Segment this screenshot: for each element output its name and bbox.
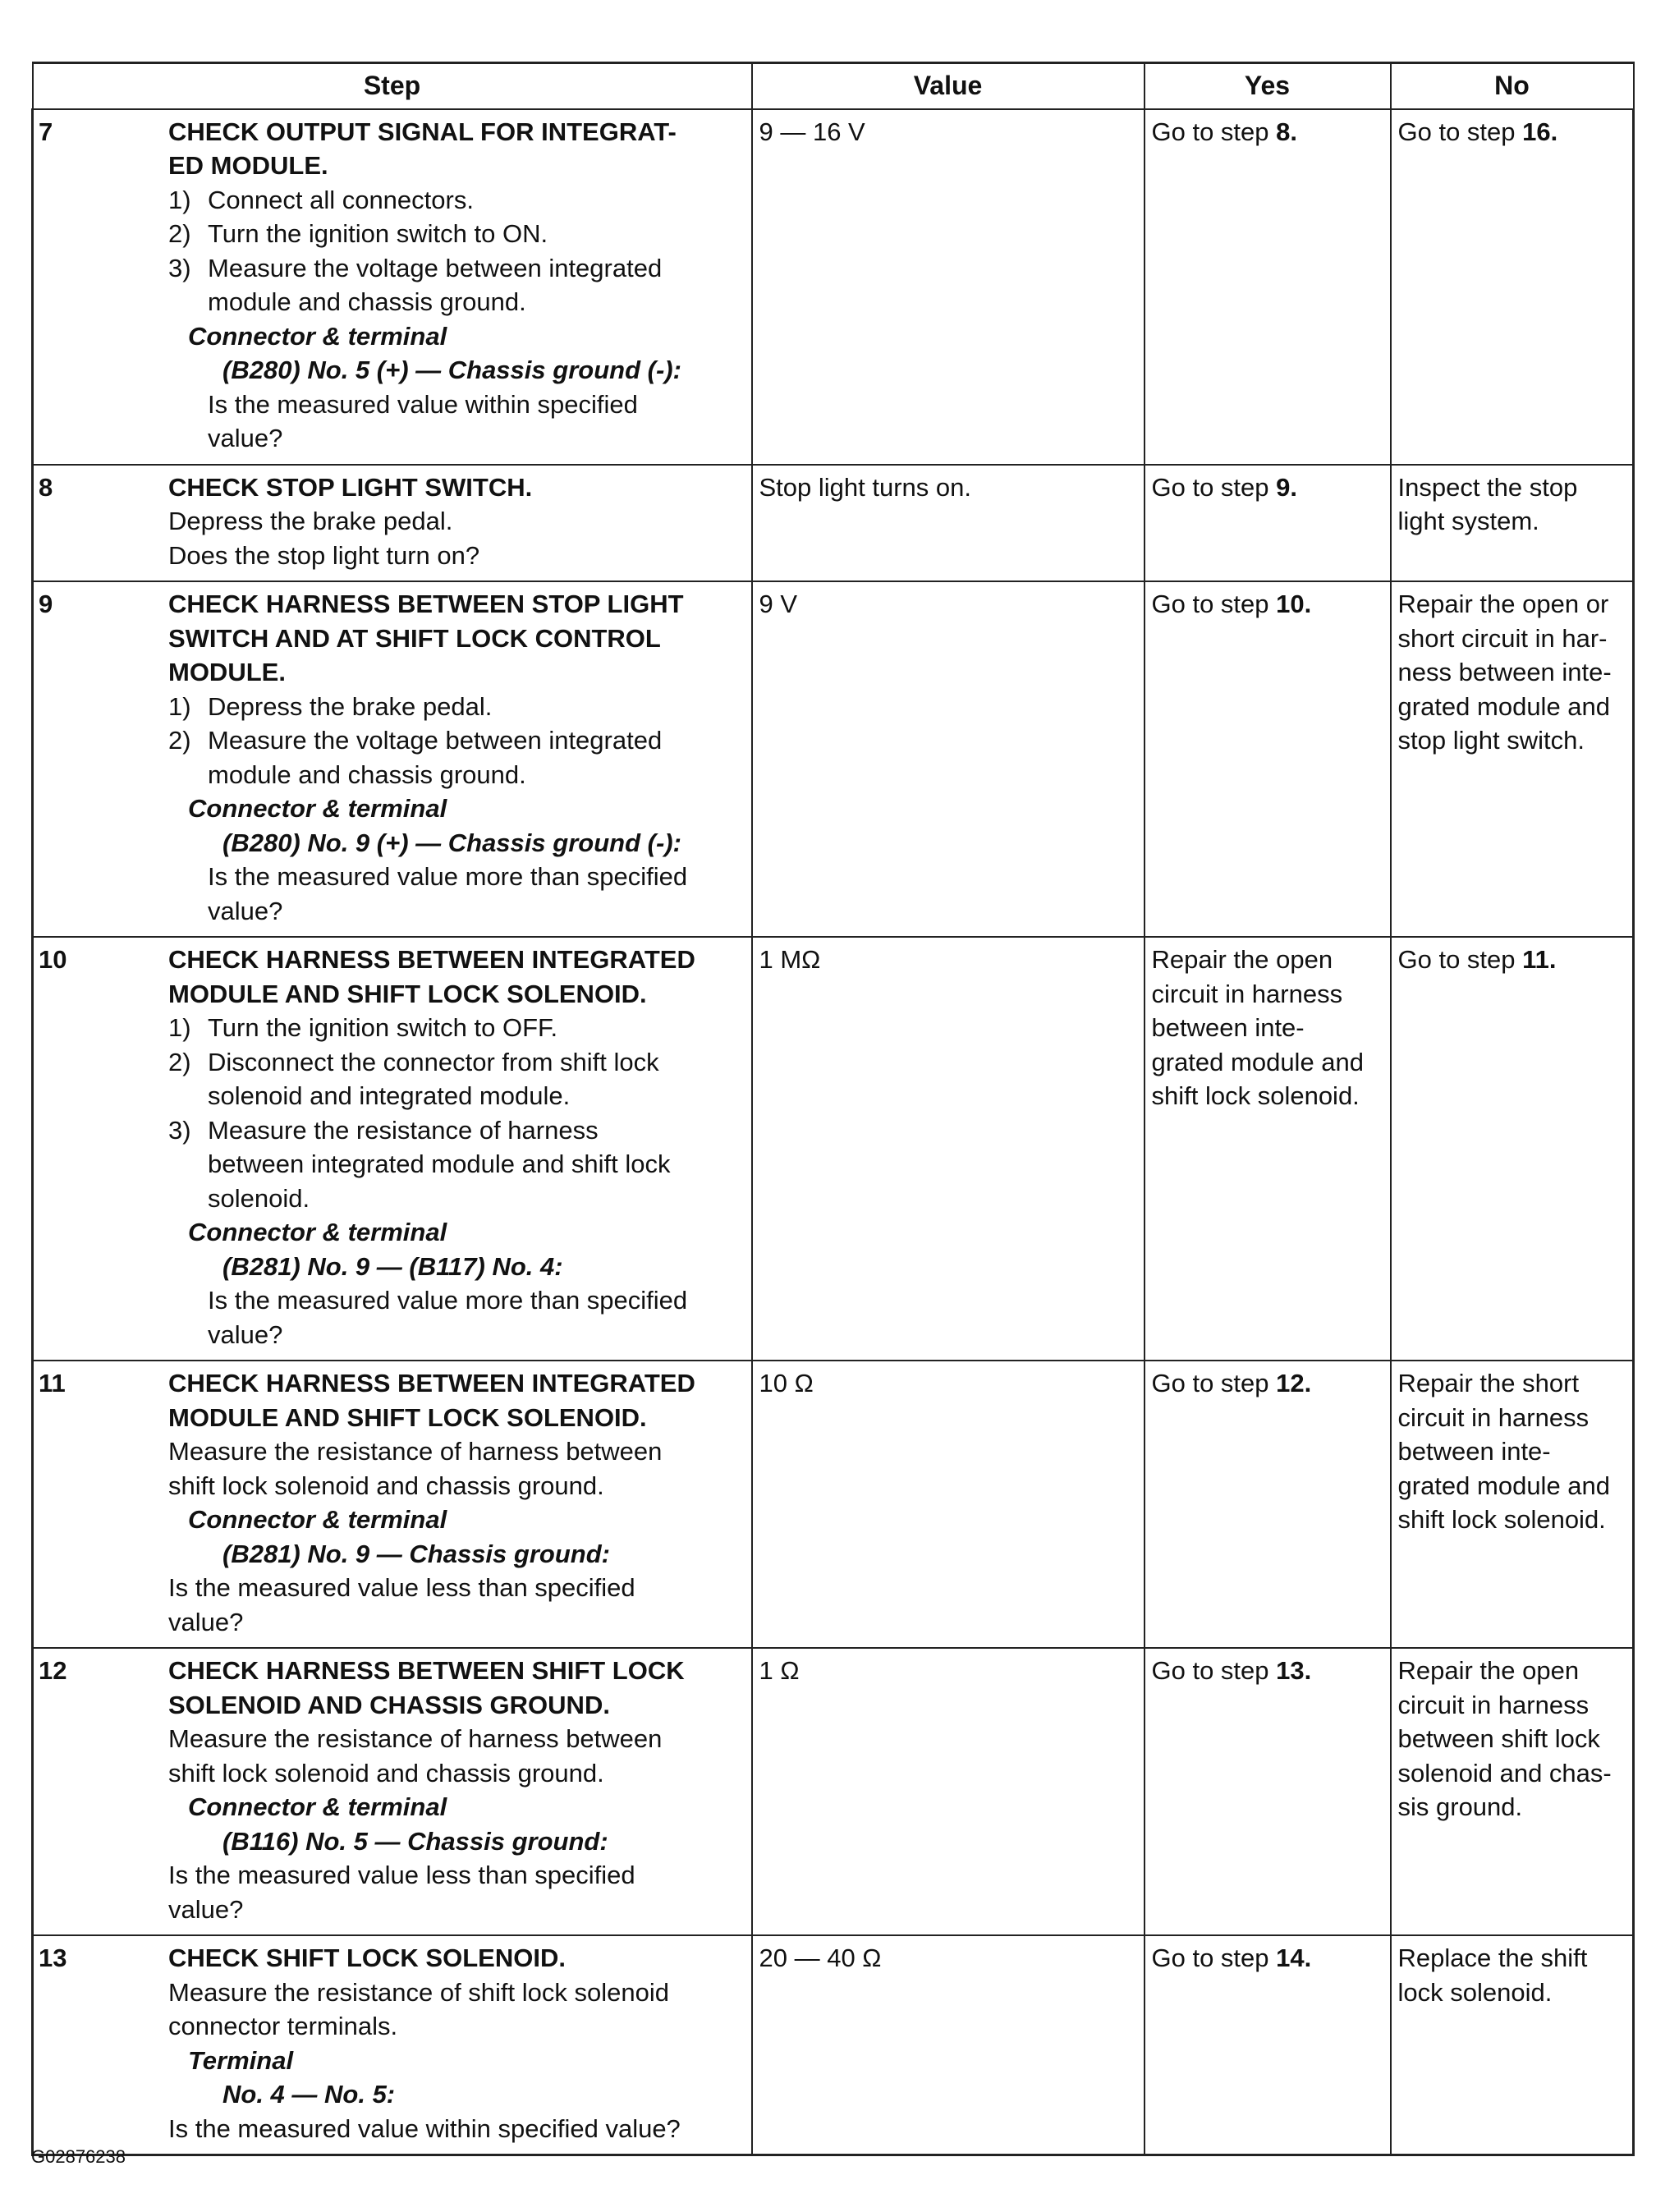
no-cell: Replace the shift lock solenoid.: [1391, 1935, 1634, 2155]
value-cell: 1 Ω: [752, 1648, 1145, 1935]
step-cell: [33, 937, 752, 1361]
header-value: Value: [752, 63, 1145, 109]
step-title: SWITCH AND AT SHIFT LOCK CONTROL: [168, 623, 661, 653]
step-text: Measure the resistance of harness between: [168, 1724, 663, 1753]
step-cell: [33, 109, 752, 465]
no-cell: Go to step 16.: [1391, 109, 1634, 465]
substep: 2) Disconnect the connector from shift lock solenoid and integrated module.: [168, 1047, 659, 1110]
no-cell: Repair the open circuit in harness between shift lock solenoid and chas- sis ground.: [1391, 1648, 1634, 1935]
terminal-spec: (B281) No. 9 — (B117) No. 4:: [222, 1251, 563, 1281]
step-title: CHECK HARNESS BETWEEN INTEGRATED: [168, 945, 695, 974]
question: Is the measured value more than specified value?: [208, 1286, 688, 1349]
step-number: 10: [39, 945, 67, 974]
substep: 3) Measure the resistance of harness between integrated module and shift lock solenoid.: [168, 1115, 671, 1213]
step-title: MODULE.: [168, 658, 286, 686]
header-step: Step: [33, 63, 752, 109]
step-number: 7: [39, 117, 53, 146]
diagnostic-table: [31, 62, 1635, 2156]
connector-label: Connector & terminal: [188, 1505, 447, 1534]
terminal-label: Terminal: [188, 2045, 294, 2075]
value-cell: 9 — 16 V: [752, 109, 1145, 465]
substep: 1) Depress the brake pedal.: [168, 691, 493, 721]
no-cell: Repair the short circuit in harness between inte- grated module and shift lock solenoid.: [1391, 1361, 1634, 1648]
terminal-spec: (B280) No. 5 (+) — Chassis ground (-):: [222, 356, 681, 384]
yes-cell: Repair the open circuit in harness between inte- grated module and shift lock solenoid.: [1145, 937, 1391, 1361]
header-yes: Yes: [1145, 63, 1391, 109]
yes-cell: Go to step 10.: [1145, 581, 1391, 937]
step-title: SOLENOID AND CHASSIS GROUND.: [168, 1690, 610, 1719]
step-text: Measure the resistance of harness between: [168, 1437, 663, 1466]
step-number: 12: [39, 1656, 67, 1685]
step-title: CHECK HARNESS BETWEEN INTEGRATED: [168, 1369, 695, 1397]
yes-cell: Go to step 12.: [1145, 1361, 1391, 1648]
yes-cell: Go to step 13.: [1145, 1648, 1391, 1935]
no-cell: Inspect the stop light system.: [1391, 465, 1634, 582]
terminal-spec: (B281) No. 9 — Chassis ground:: [222, 1539, 610, 1568]
step-cell: [33, 1648, 752, 1935]
connector-label: Connector & terminal: [188, 321, 447, 351]
yes-cell: Go to step 9.: [1145, 465, 1391, 582]
step-number: 11: [39, 1369, 66, 1397]
figure-code: G02876238: [31, 2146, 126, 2167]
step-text: Depress the brake pedal.: [168, 507, 453, 535]
substep: 1) Connect all connectors.: [168, 185, 474, 214]
question: Is the measured value more than specified value?: [208, 862, 688, 925]
step-text: connector terminals.: [168, 2012, 398, 2040]
step-number: 8: [39, 472, 53, 502]
question: Is the measured value within specified value?: [168, 2113, 681, 2143]
step-text: shift lock solenoid and chassis ground.: [168, 1758, 604, 1787]
step-cell: [33, 465, 752, 582]
table-row: [33, 1648, 1634, 1935]
no-cell: Repair the open or short circuit in har- ness between inte- grated module and stop light switch.: [1391, 581, 1634, 937]
value-cell: 1 MΩ: [752, 937, 1145, 1361]
question: Is the measured value less than specified value?: [168, 1573, 635, 1636]
question: Is the measured value within specified value?: [208, 389, 638, 452]
question: Does the stop light turn on?: [168, 540, 480, 570]
terminal-spec: No. 4 — No. 5:: [222, 2080, 396, 2109]
step-title: CHECK STOP LIGHT SWITCH.: [168, 472, 533, 502]
step-cell: [33, 1361, 752, 1648]
step-cell: [33, 1935, 752, 2155]
value-cell: 9 V: [752, 581, 1145, 937]
substep: 2) Measure the voltage between integrated module and chassis ground.: [168, 726, 663, 789]
table-row: [33, 1935, 1634, 2155]
substep: 3) Measure the voltage between integrated module and chassis ground.: [168, 253, 663, 316]
yes-cell: Go to step 8.: [1145, 109, 1391, 465]
step-title: MODULE AND SHIFT LOCK SOLENOID.: [168, 979, 647, 1008]
step-number: 13: [39, 1944, 67, 1972]
connector-label: Connector & terminal: [188, 794, 447, 823]
substep: 1) Turn the ignition switch to OFF.: [168, 1013, 558, 1042]
step-title: CHECK HARNESS BETWEEN SHIFT LOCK: [168, 1656, 685, 1685]
step-title: MODULE AND SHIFT LOCK SOLENOID.: [168, 1402, 647, 1432]
step-cell: [33, 581, 752, 937]
header-row: [33, 63, 1634, 109]
table-row: [33, 581, 1634, 937]
table-row: [33, 1361, 1634, 1648]
substep: 2) Turn the ignition switch to ON.: [168, 219, 548, 248]
step-title: CHECK OUTPUT SIGNAL FOR INTEGRAT-: [168, 117, 677, 146]
step-number: 9: [39, 590, 53, 618]
step-text: Measure the resistance of shift lock solenoid: [168, 1977, 669, 2007]
yes-cell: Go to step 14.: [1145, 1935, 1391, 2155]
step-title: CHECK SHIFT LOCK SOLENOID.: [168, 1944, 566, 1972]
terminal-spec: (B280) No. 9 (+) — Chassis ground (-):: [222, 828, 681, 857]
step-text: shift lock solenoid and chassis ground.: [168, 1471, 604, 1500]
question: Is the measured value less than specified value?: [168, 1861, 635, 1924]
value-cell: 10 Ω: [752, 1361, 1145, 1648]
connector-label: Connector & terminal: [188, 1218, 447, 1246]
step-title: CHECK HARNESS BETWEEN STOP LIGHT: [168, 590, 684, 618]
header-no: No: [1391, 63, 1634, 109]
table-row: [33, 465, 1634, 582]
table-row: [33, 109, 1634, 465]
connector-label: Connector & terminal: [188, 1792, 447, 1821]
terminal-spec: (B116) No. 5 — Chassis ground:: [222, 1826, 608, 1856]
table-row: [33, 937, 1634, 1361]
no-cell: Go to step 11.: [1391, 937, 1634, 1361]
step-title: ED MODULE.: [168, 151, 328, 180]
value-cell: Stop light turns on.: [752, 465, 1145, 582]
value-cell: 20 — 40 Ω: [752, 1935, 1145, 2155]
